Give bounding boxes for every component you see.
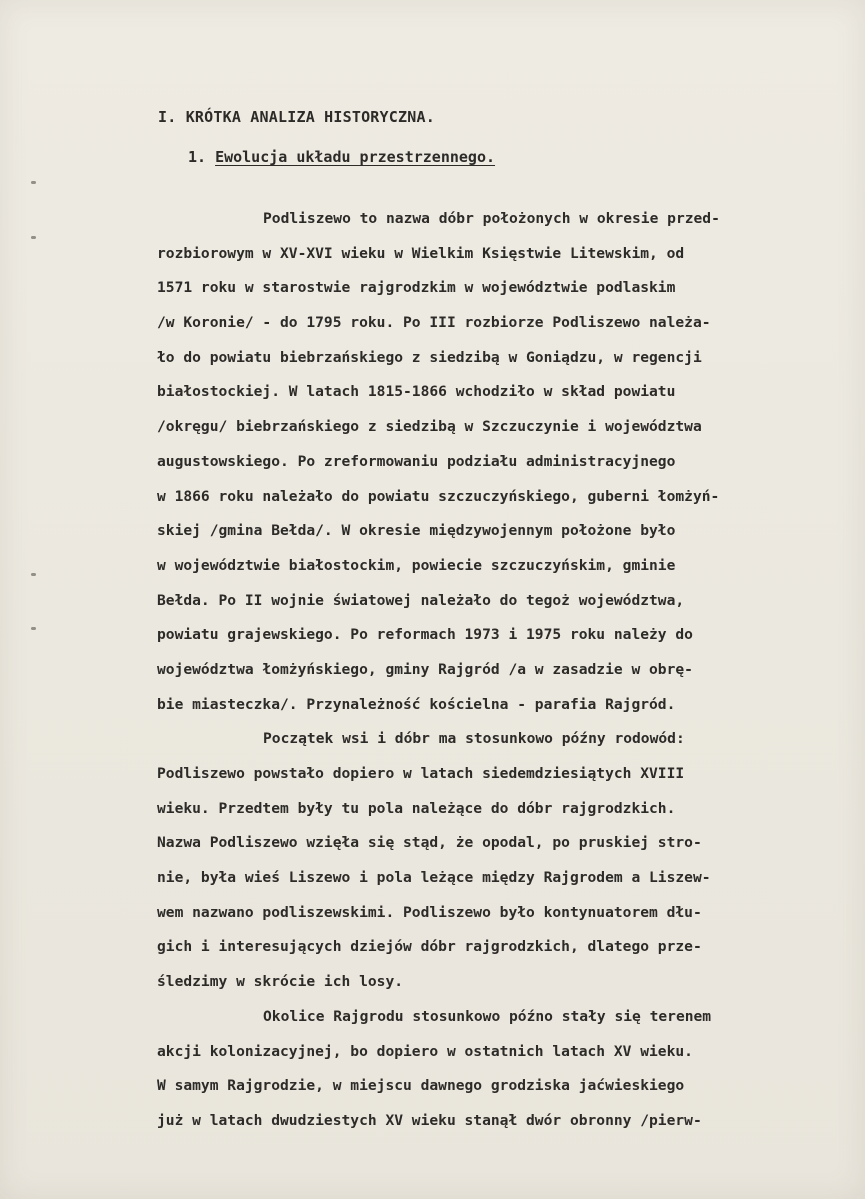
text-line: wem nazwano podliszewskimi. Podliszewo było kontynuatorem dłu-: [157, 903, 702, 921]
subsection-title: Ewolucja układu przestrzennego.: [215, 148, 496, 166]
text-line: /w Koronie/ - do 1795 roku. Po III rozbiorze Podliszewo należa-: [157, 314, 711, 332]
text-line: nie, była wieś Liszewo i pola leżące między Rajgrodem a Liszew-: [157, 869, 711, 887]
subsection-number: 1.: [188, 148, 207, 166]
text-line: /okręgu/ biebrzańskiego z siedzibą w Szczuczynie i województwa: [157, 418, 702, 436]
text-line: bie miasteczka/. Przynależność kościelna - parafia Rajgród.: [157, 695, 676, 713]
text-line: wieku. Przedtem były tu pola należące do dóbr rajgrodzkich.: [157, 799, 676, 817]
text-line: gich i interesujących dziejów dóbr rajgrodzkich, dlatego prze-: [157, 938, 702, 956]
text-line: Bełda. Po II wojnie światowej należało do tegoż województwa,: [157, 591, 685, 609]
text-line: ło do powiatu biebrzańskiego z siedzibą w Goniądzu, w regencji: [157, 348, 702, 366]
body-text: [157, 202, 825, 1139]
text-line: Początek wsi i dóbr ma stosunkowo późny rodowód:: [263, 730, 685, 748]
text-line: białostockiej. W latach 1815-1866 wchodziło w skład powiatu: [157, 383, 676, 401]
subsection-heading: [188, 148, 495, 166]
text-line: akcji kolonizacyjnej, bo dopiero w ostatnich latach XV wieku.: [157, 1042, 693, 1060]
margin-punch-mark: [31, 236, 36, 239]
text-line: Nazwa Podliszewo wzięła się stąd, że opodal, po pruskiej stro-: [157, 834, 702, 852]
text-line: już w latach dwudziestych XV wieku stanął dwór obronny /pierw-: [157, 1111, 702, 1129]
text-line: województwa łomżyńskiego, gminy Rajgród /a w zasadzie w obrę-: [157, 660, 693, 678]
text-line: w województwie białostockim, powiecie szczuczyńskim, gminie: [157, 556, 676, 574]
margin-punch-mark: [31, 627, 36, 630]
margin-punch-mark: [31, 181, 36, 184]
text-line: rozbiorowym w XV-XVI wieku w Wielkim Księstwie Litewskim, od: [157, 244, 685, 262]
text-line: w 1866 roku należało do powiatu szczuczyńskiego, guberni łomżyń-: [157, 487, 720, 505]
margin-punch-mark: [31, 573, 36, 576]
text-line: Podliszewo to nazwa dóbr położonych w okresie przed-: [263, 210, 720, 227]
text-line: augustowskiego. Po zreformowaniu podziału administracyjnego: [157, 452, 676, 470]
text-line: W samym Rajgrodzie, w miejscu dawnego grodziska jaćwieskiego: [157, 1077, 685, 1095]
text-line: Okolice Rajgrodu stosunkowo późno stały się terenem: [263, 1007, 712, 1025]
text-line: Podliszewo powstało dopiero w latach siedemdziesiątych XVIII: [157, 765, 685, 782]
text-line: 1571 roku w starostwie rajgrodzkim w województwie podlaskim: [157, 279, 676, 297]
text-line: skiej /gmina Bełda/. W okresie międzywojennym położone było: [157, 522, 676, 540]
section-heading: I. KRÓTKA ANALIZA HISTORYCZNA.: [158, 108, 435, 126]
text-line: śledzimy w skrócie ich losy.: [157, 973, 404, 991]
text-line: powiatu grajewskiego. Po reformach 1973 i 1975 roku należy do: [157, 626, 693, 644]
